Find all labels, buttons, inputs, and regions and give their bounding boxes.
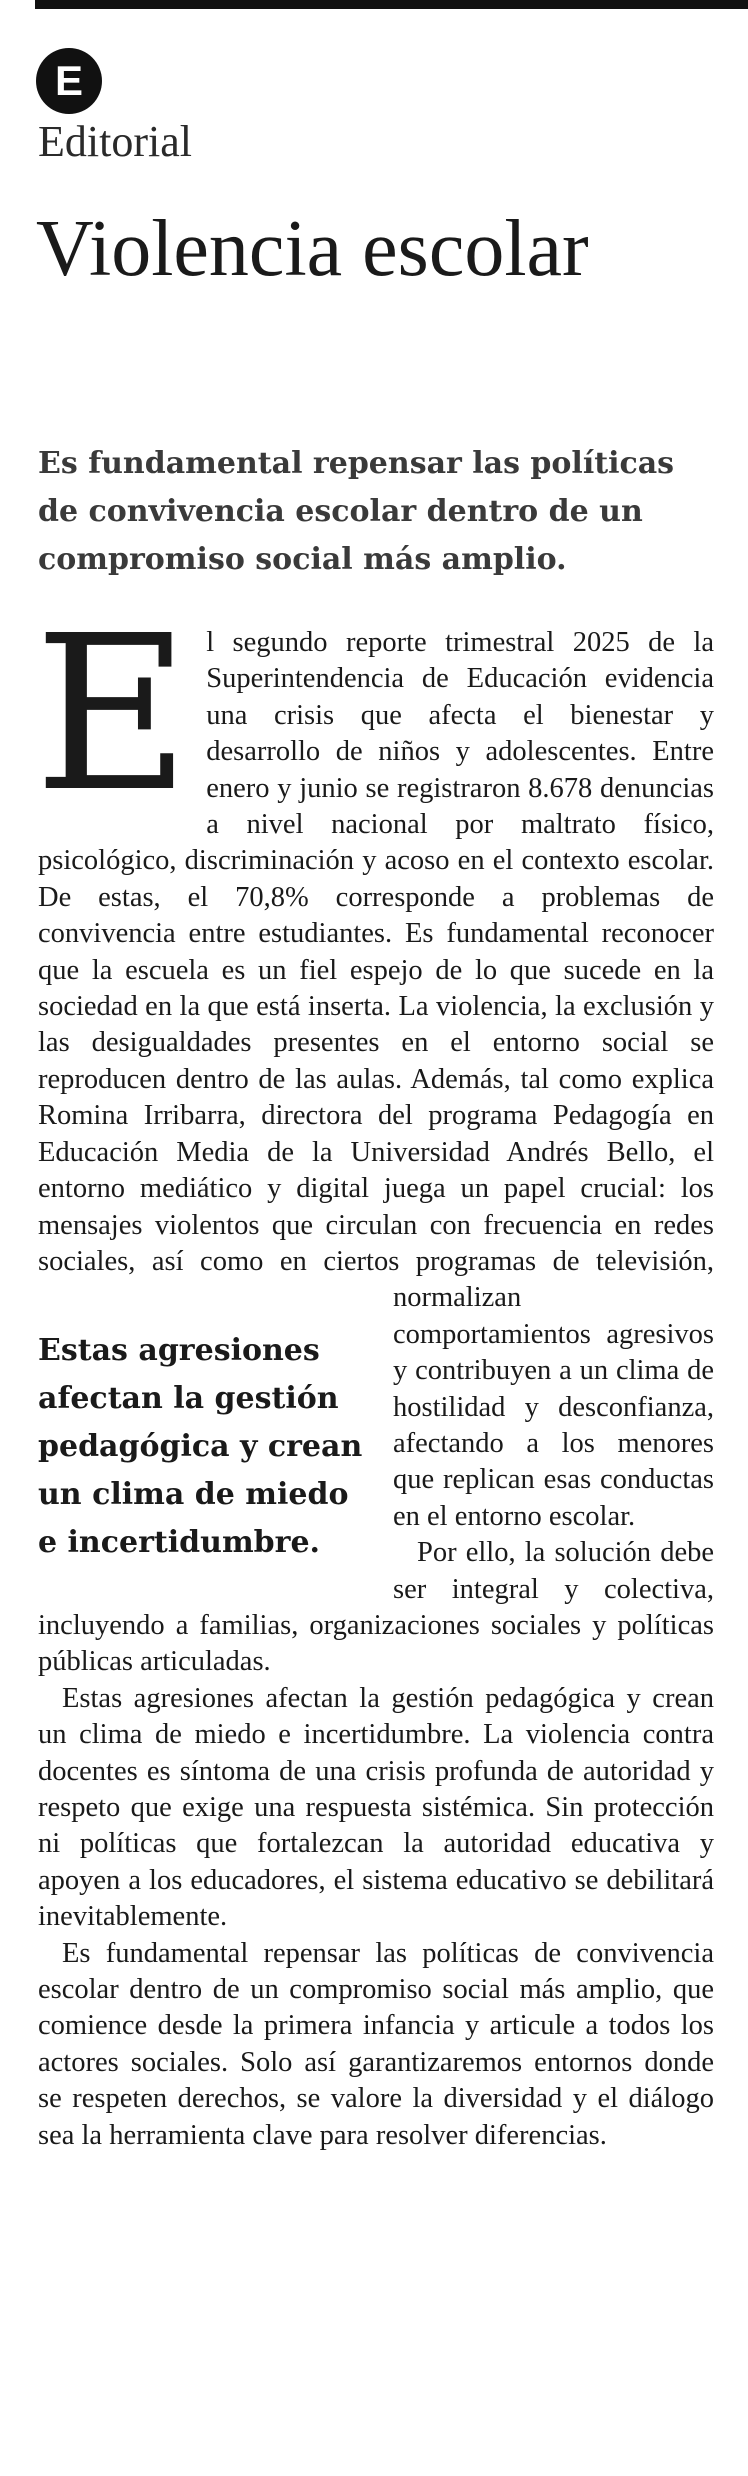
paragraph: Es fundamental repensar las políticas de convivencia escolar dentro de un compromiso social más amplio, que comience desde la primera infancia y articule a todos los actores sociales. Solo así garantizaremos entornos donde se respeten derechos, se valore la diversidad y el diálogo sea la herramienta clave para resolver diferencias. xyxy=(38,1937,714,2151)
section-label: Editorial xyxy=(38,117,192,166)
paragraph: Estas agresiones afectan la gestión pedagógica y crean un clima de miedo e incertidumbre. La violencia contra docentes es síntoma de una crisis profunda de autoridad y respeto que exige una respuesta sistémica. Sin protección ni políticas que fortalezcan la autoridad educativa y apoyen a los educadores, el sistema educativo se debilitará inevitablemente. xyxy=(38,1682,714,1933)
pull-quote: Estas agresiones afectan la gestión pedagógica y crean un clima de miedo e incertidumbre. xyxy=(38,1333,363,1560)
section-badge-icon: E xyxy=(36,48,102,114)
top-rule xyxy=(35,0,748,9)
paragraph: Por ello, la solución debe ser integral y colectiva, incluyendo a familias, organizaciones sociales y políticas públicas articuladas. xyxy=(38,1537,714,1678)
article-deck: Es fundamental repensar las políticas de convivencia escolar dentro de un compromiso social más amplio. xyxy=(38,446,675,577)
drop-cap: E xyxy=(34,590,191,839)
article-title: Violencia escolar xyxy=(36,205,589,293)
article-body xyxy=(34,590,714,2154)
paragraph: l segundo reporte trimestral 2025 de la Superintendencia de Educación evidencia una crisis que afecta el bienestar y desarrollo de niños y adolescentes. Entre enero y junio se registraron 8.678 denuncias a nivel nacional por maltrato físico, psicológico, discriminación y acoso en el contexto escolar. De estas, el 70,8% corresponde a problemas de convivencia entre estudiantes. Es fundamental reconocer que la escuela es un fiel espejo de lo que sucede en la sociedad en la que está inserta. La violencia, la exclusión y las desigualdades presentes en el entorno social se reproducen dentro de las aulas. Además, tal como explica Romina Irribarra, directora del programa Pedagogía en Educación Media de la Universidad Andrés Bello, el entorno mediático y digital juega un papel crucial: los mensajes violentos que circulan con frecuencia en redes sociales, así como en ciertos programas de televisión, normalizan comportamientos agresivos y contribuyen a un clima de hostilidad y desconfianza, afectando a los menores que replican esas conductas en el entorno escolar. xyxy=(38,627,714,1532)
